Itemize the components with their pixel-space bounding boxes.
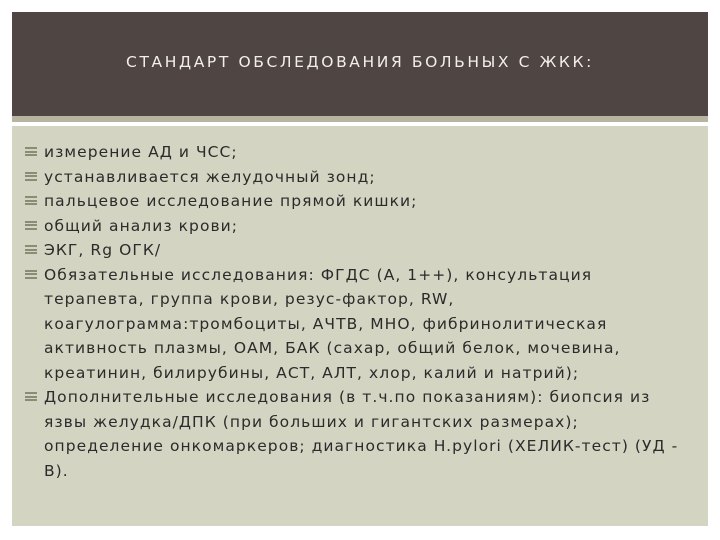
- slide-title: СТАНДАРТ ОБСЛЕДОВАНИЯ БОЛЬНЫХ С ЖКК:: [126, 53, 594, 71]
- bullet-lines-icon: [25, 392, 37, 401]
- bullet-lines-icon: [25, 196, 37, 205]
- bullet-list: [12, 140, 696, 483]
- bullet-lines-icon: [25, 147, 37, 156]
- bullet-lines-icon: [25, 221, 37, 230]
- bullet-item: [12, 238, 696, 263]
- bullet-text: Обязательные исследования: ФГДС (А, 1++), консультация терапевта, группа крови, резус-фактор, RW, коагулограмма:тромбоциты, АЧТВ, МНО, фибринолитическая активность плазмы, ОАМ, БАК (сахар, общий белок, мочевина, креатинин, билирубины, АСТ, АЛТ, хлор, калий и натрий);: [44, 265, 621, 382]
- bullet-text: ЭКГ, Rg ОГК/: [44, 241, 162, 259]
- bullet-item: [12, 385, 696, 483]
- bullet-text: пальцевое исследование прямой кишки;: [44, 192, 418, 210]
- content-panel: [12, 126, 708, 526]
- bullet-text: устанавливается желудочный зонд;: [44, 167, 376, 186]
- bullet-item: [12, 165, 696, 190]
- bullet-item: [12, 140, 696, 165]
- bullet-lines-icon: [25, 172, 37, 181]
- bullet-text: общий анализ крови;: [44, 216, 239, 235]
- bullet-text: Дополнительные исследования (в т.ч.по показаниям): биопсия из язвы желудка/ДПК (при больших и гигантских размерах); определение онкомаркеров; диагностика H.pylori (ХЕЛИК-тест) (УД - В).: [44, 388, 679, 480]
- bullet-item: [12, 263, 696, 386]
- bullet-lines-icon: [25, 245, 37, 254]
- accent-divider: [12, 116, 708, 122]
- bullet-lines-icon: [25, 270, 37, 279]
- bullet-item: [12, 214, 696, 239]
- bullet-text: измерение АД и ЧСС;: [44, 143, 238, 161]
- title-band: [12, 12, 708, 116]
- bullet-item: [12, 189, 696, 214]
